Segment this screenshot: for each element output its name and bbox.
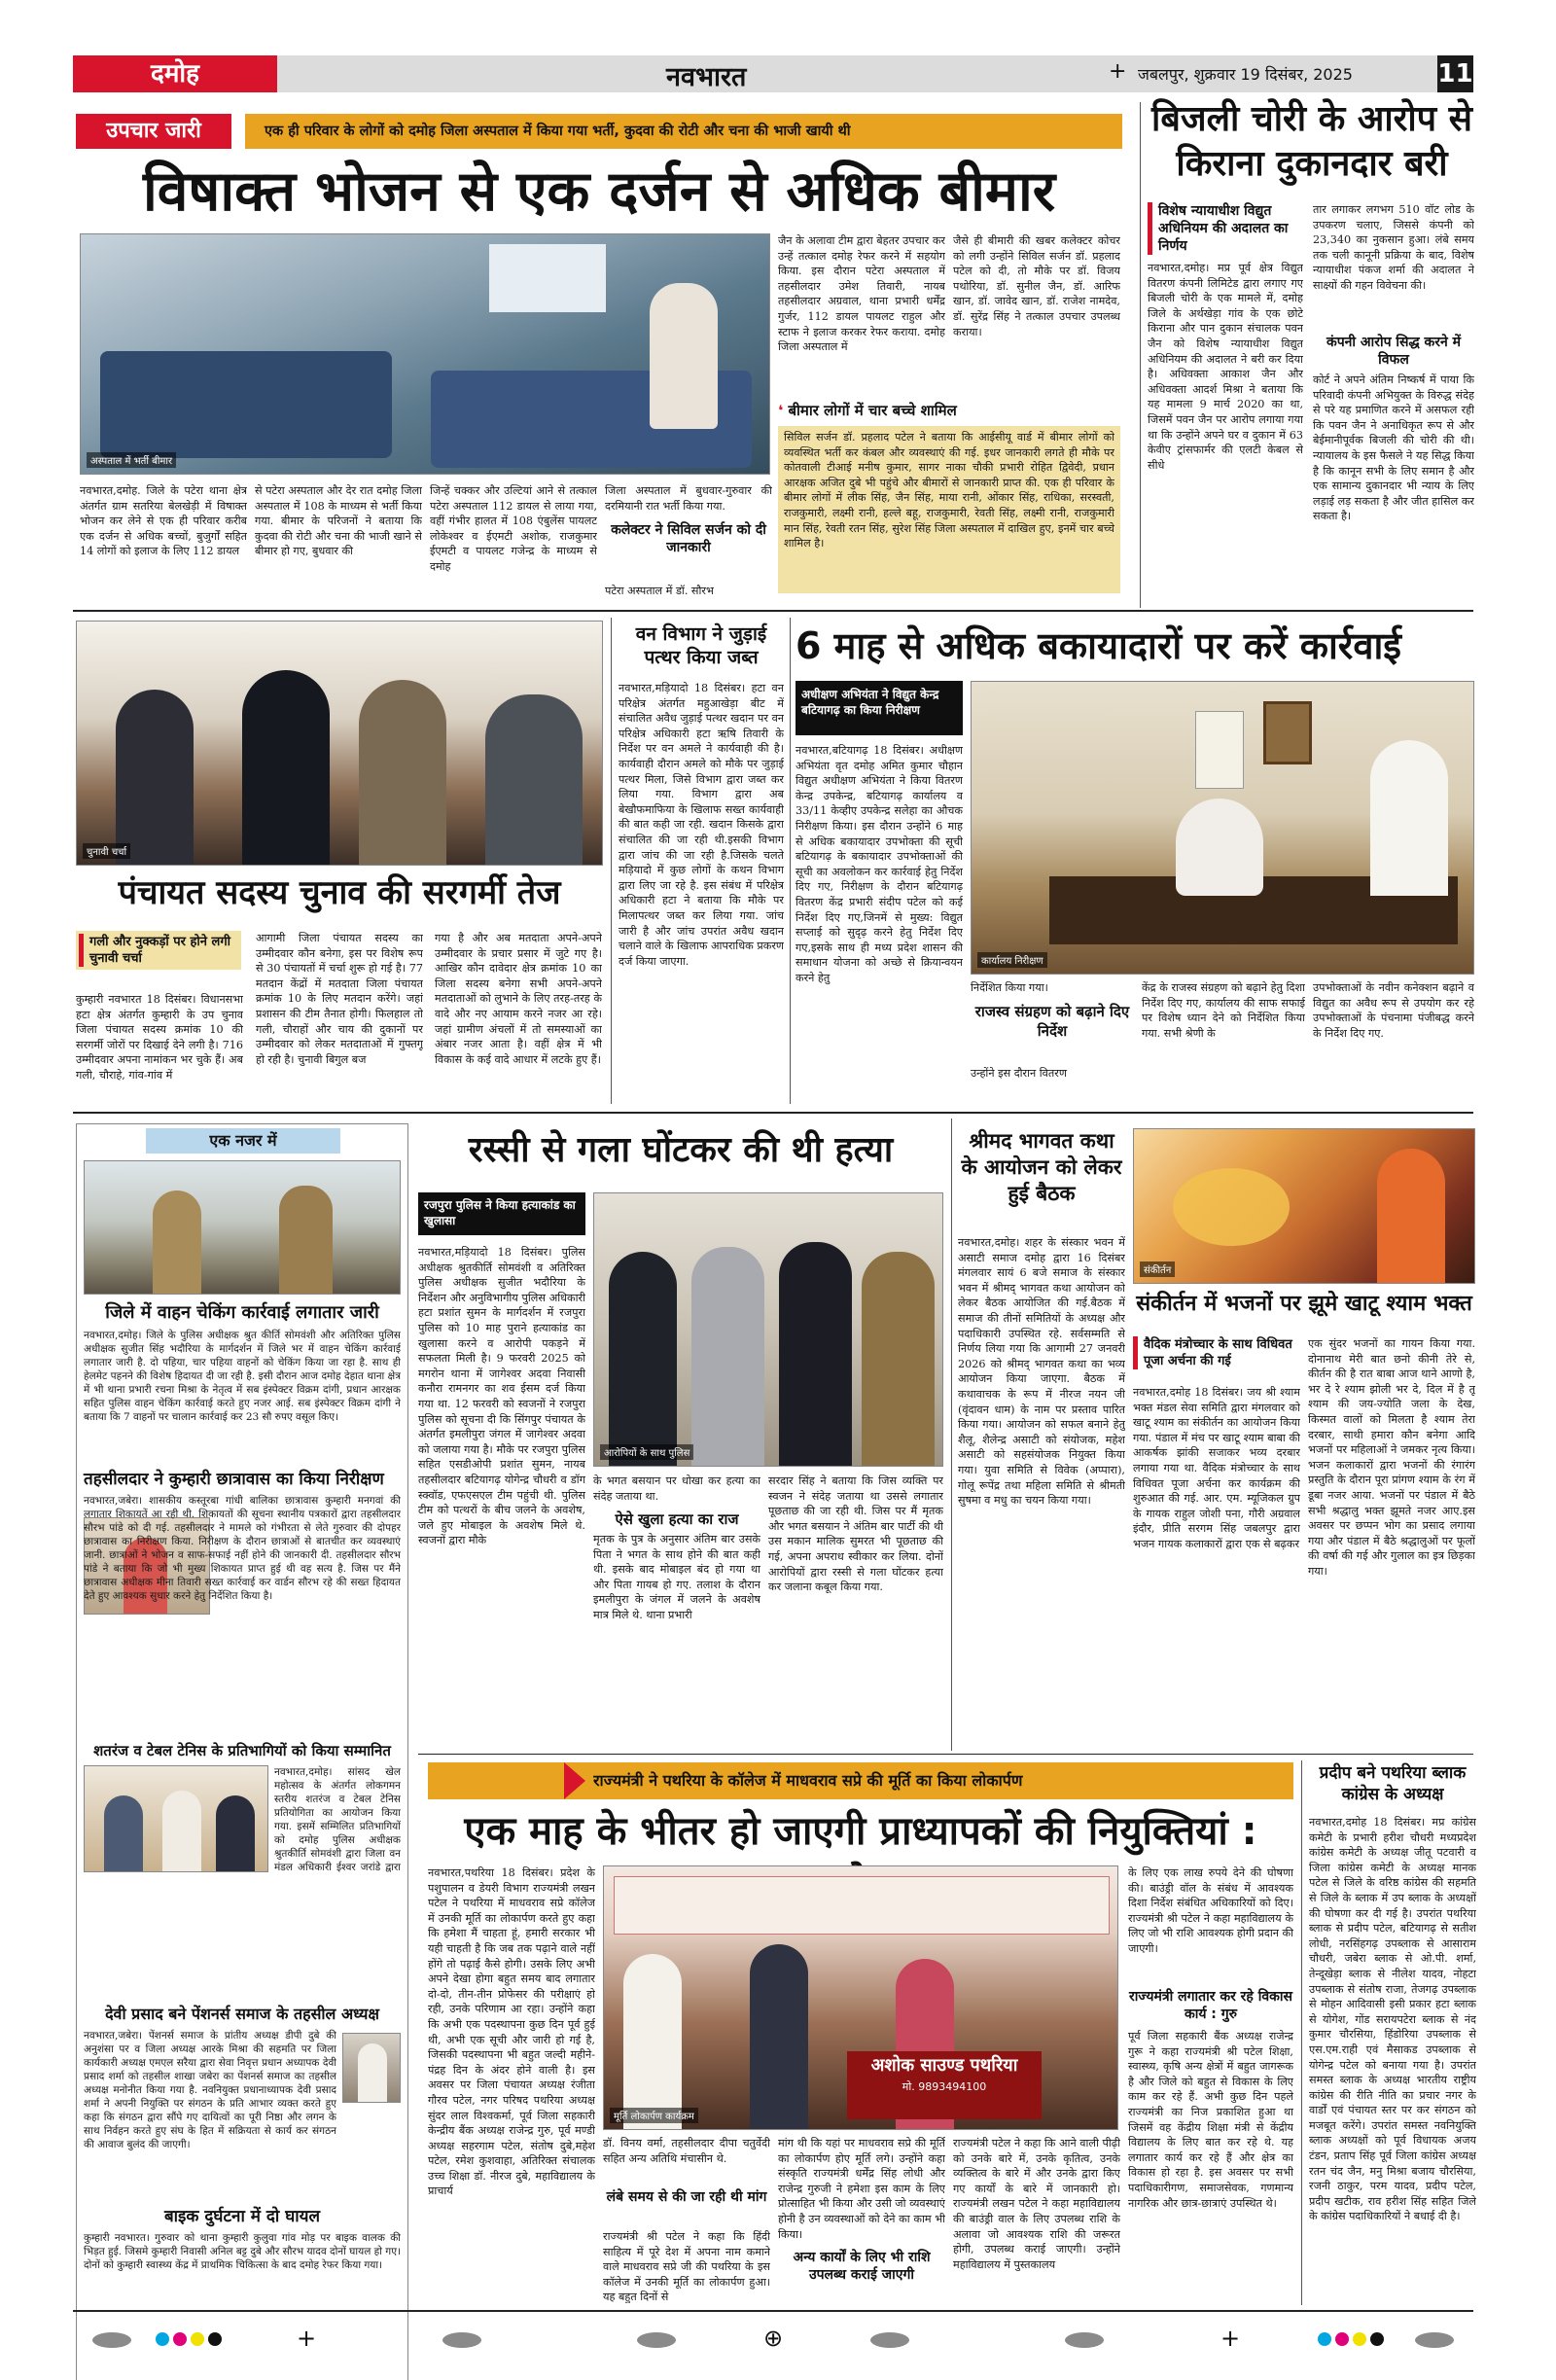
story10-col2a: डॉ. विनय वर्मा, तहसीलदार दीपा चतुर्वेदी सहित अन्य अतिथि मंचासीन थे. xyxy=(603,2137,770,2165)
masthead xyxy=(73,55,1473,92)
bed-shape xyxy=(100,351,392,458)
story8-headline: श्रीमद भागवत कथा के आयोजन को लेकर हुई बैठक xyxy=(961,1129,1122,1205)
divider xyxy=(418,1754,1473,1755)
divider xyxy=(73,610,1473,612)
story2-kicker-text: विशेष न्यायाधीश विद्युत अधिनियम की अदालत का निर्णय xyxy=(1148,202,1303,255)
yellow-dot xyxy=(1353,2332,1366,2346)
story10-headline: एक माह के भीतर हो जाएगी प्राध्यापकों की नियुक्तियां : xyxy=(464,1809,1257,1854)
story5-col2b: उन्होंने इस दौरान वितरण xyxy=(971,1067,1067,1080)
story3-col2: आगामी जिला पंचायत सदस्य का उम्मीदवार कौन बनेगा, इस पर विशेष रूप से 30 पंचायतों में चर्चा शुरू हो गई है। 77 मतदान केंद्रों में मतदाता जिला पंचायत क्रमांक 10 के लिए मतदान करेंगे। जहां प्रशासन की टीम तैनात होगी। फिलहाल तो गली, चौराहों और चाय की दुकानों पर उम्मीदवार को लेकर मतदाताओं में गुफ्तगू हो रही है। चुनावी बिगुल बज xyxy=(256,932,423,1066)
story3-kicker-text: गली और नुक्कड़ों पर होने लगी चुनावी चर्चा xyxy=(79,934,238,967)
story3-col3: गया है और अब मतदाता अपने-अपने उम्मीदवार के प्रचार प्रसार में जुटे गए है। आखिर कौन दावेदार क्षेत्र क्रमांक 10 का जिला सदस्य बनेगा सभी अपने-अपने मतदाताओं को लुभाने के लिए तरह-तरह के वादे और नए आयाम करने नजर आ रहे। जहां ग्रामीण अंचलों में तो समस्याओं का अंबार नजर आता है। वहीं क्षेत्र में भी विकास के कई वादे आधार में लटके हुए हैं। xyxy=(435,932,602,1066)
story10-kicker: राज्यमंत्री ने पथरिया के कॉलेज में माधवराव सप्रे की मूर्ति का किया लोकार्पण xyxy=(593,1771,1023,1790)
story10-col4a: राज्यमंत्री पटेल ने कहा कि आने वाली पीढ़ी को उनके बारे में, उनके कृतित्व, उनके व्यक्तित्व के बारे में और उनके द्वारा किए गए कार्यों के बारे में जानकारी हो। राज्यमंत्री लखन पटेल ने कहा महाविद्यालय की बाउंड्री वाल के लिए उपलब्ध राशि के अलावा जो आवश्यक राशि की जरूरत होगी, उपलब्ध कराई जाएगी। उन्होंने महाविद्यालय में पुस्तकालय xyxy=(953,2137,1120,2271)
story1-col1: नवभारत,दमोह. जिले के पटेरा थाना क्षेत्र अंतर्गत ग्राम सतरिया बेलखेड़ी में विषाक्त भोजन कर लेने से एक ही परिवार करीब एक दर्जन से अधिक बच्चों, बुजुर्गों सहित 14 लोगों को इलाज के लिए 112 डायल xyxy=(80,484,247,558)
story10-subhead1: लंबे समय से की जा रही थी मांग xyxy=(606,2189,767,2205)
photo-caption: संकीर्तन xyxy=(1140,1261,1175,1277)
sound-banner-text: अशोक साउण्ड पथरिया xyxy=(870,2055,1018,2076)
divider xyxy=(73,2310,1473,2312)
portrait-shape xyxy=(358,2043,387,2103)
story5-col4: उपभोक्ताओं के नवीन कनेक्शन बढ़ाने व विद्युत का अवैध रूप से उपयोग कर रहे उपभोक्ताओं के पंचनामा पंजीबद्ध करने के निर्देश दिए गए. xyxy=(1313,981,1474,1040)
gray-dot xyxy=(637,2332,676,2348)
story1-tag: उपचार जारी xyxy=(76,114,231,149)
story6-body3: नवभारत,दमोह। सांसद खेल महोत्सव के अंतर्गत लोकगमन स्तरीय शतरंज व टेबल टेनिस प्रतियोगिता का आयोजन किया गया. इसमें सम्मिलित प्रतिभागियों को दमोह पुलिस अधीक्षक श्रुतकीर्ति सोमवंशी द्वारा जिला वन मंडल अधिकारी ईश्वर जरांडे द्वारा xyxy=(274,1766,401,1872)
story5-col2a: निर्देशित किया गया। xyxy=(971,981,1048,994)
gray-dot xyxy=(92,2332,131,2348)
story5-photo xyxy=(971,681,1474,975)
person-shape xyxy=(1176,799,1263,896)
gray-dot xyxy=(1415,2332,1454,2348)
color-registration-bar xyxy=(73,2313,1473,2362)
person-shape xyxy=(862,1252,935,1467)
banner-shape xyxy=(614,1876,1110,1935)
story6-body5: कुम्हारी नवभारत। गुरुवार को थाना कुम्हारी कुलुवा गांव मोड़ पर बाइक वालक की भिड़त हुई. जिसमे कुम्हारी निवासी अनिल बट्ट दुबे और सौरभ यादव दोनों घायल हो गए। दोनों को कुम्हारी स्वास्थ्य केंद्र में प्राथमिक चिकित्सा के बाद दमोह रेफर किया गया। xyxy=(84,2232,401,2271)
gray-dot xyxy=(442,2332,481,2348)
cyan-dot xyxy=(156,2332,169,2346)
crosshair-icon: ⊕ xyxy=(763,2325,784,2352)
divider xyxy=(790,618,791,1104)
yellow-dot xyxy=(191,2332,204,2346)
story5-col1: नवभारत,बटियागढ़ 18 दिसंबर। अधीक्षण अभियंता वृत दमोह अमित कुमार चौहान विद्युत अधीक्षण अभियंता ने किया वितरण केन्द्र उपकेन्द्र, बटियागढ़ कार्यालय व 33/11 केव्हीए उपकेन्द्र सलेहा का औचक निरीक्षण किया। इस दौरान उन्होंने 6 माह से अधिक बकायादार उपभोक्ता की सूची बटियागढ़ के बकायादार उपभोक्ताओं की सूची का अवलोकन कर कार्रवाई हेतु निर्देश दिए गए, निरीक्षण के दौरान बटियागढ़ वितरण केंद्र प्रभारी संदीप पटेल को कई निर्देश दिए गए,जिनमें से मुख्य: विद्युत सप्लाई को सुदृढ़ करने हेतु निर्देश दिए गए,इसके साथ ही मध्य प्रदेश शासन की समाधान योजना को अच्छे से क्रियान्वयन करने हेतु xyxy=(796,744,963,984)
story1-yellow-box xyxy=(778,426,1120,593)
photo-caption: अस्पताल में भर्ती बीमार xyxy=(87,452,176,468)
story9-kicker xyxy=(1133,1336,1300,1369)
person-shape xyxy=(242,670,330,866)
gray-dot xyxy=(1065,2332,1104,2348)
person-shape xyxy=(216,1795,255,1872)
story1-kicker: एक ही परिवार के लोगों को दमोह जिला अस्पताल में किया गया भर्ती, कुदवा की रोटी और चना की भाजी खायी थी xyxy=(245,114,1122,149)
story7-col3: सरदार सिंह ने बताया कि जिस व्यक्ति पर स्वजन ने संदेह जताया था उससे लगातार पूछताछ की जा रही थी. जिस पर मैं मृतक और भगत बसयान ने अंतिम बार पार्टी की थी उस मकान मालिक सुमरत भी पूछताछ की गई, अपना अपराध स्वीकार कर लिया. दोनों आरोपियों द्वारा रस्सी से गला घोंटकर हत्या कर जलाना कबूल किया गया. xyxy=(768,1474,943,1594)
magenta-dot xyxy=(1335,2332,1349,2346)
plus-mark-icon: + xyxy=(297,2325,317,2352)
photo-caption: आरोपियों के साथ पुलिस xyxy=(600,1444,693,1460)
story2-headline: बिजली चोरी के आरोप से किराना दुकानदार बरी xyxy=(1151,99,1472,184)
paper-name: नवभारत xyxy=(666,62,747,92)
section-name: दमोह xyxy=(73,55,277,92)
story1-col4b: पटेरा अस्पताल में डॉ. सौरभ xyxy=(605,585,714,597)
person-shape xyxy=(116,690,194,866)
story9-photo xyxy=(1133,1128,1475,1284)
story6-headline5: बाइक दुर्घटना में दो घायल xyxy=(163,2207,321,2226)
story7-col1: नवभारत,मड़ियादो 18 दिसंबर। पुलिस अधीक्षक श्रुतकीर्ति सोमवंशी व अतिरिक्त पुलिस अधीक्षक सुजीत भदौरिया के निर्देशन और अनुविभागीय पुलिस अधिकारी हटा प्रशांत सुमन के मार्गदर्शन में रजपुरा पुलिस को 10 माह पुराने हत्याकांड का खुलासा करने व आरोपी पकड़ने में सफलता मिली है। 9 फरवरी 2025 को मगरोन थाना में जागेश्वर अदवा निवासी कनौरा रामनगर का शव ईसम दर्ज किया गया था. 12 फरवरी को स्वजनों ने रजपुरा पुलिस को सूचना दी कि सिंगपुर पंचायत के अंतर्गत इमलीपुरा जंगल में जागेश्वर अदवा को जलाया गया है। मौके पर रजपुरा पुलिस सहित एसडीओपी प्रशांत सुमन, नायब तहसीलदार बटियागढ़ योगेन्द्र चौधरी व डॉग स्क्वॉड, एफएसएल टीम पहुंची थी. पुलिस टीम को पत्थरों के बीच जलने के अवशेष, जले हुए मोबाइल के अवशेष मिले थे. स्वजनों द्वारा मौके xyxy=(418,1246,585,1547)
story3-headline: पंचायत सदस्य चुनाव की सरगर्मी तेज xyxy=(118,873,561,912)
sound-banner-phone: मो. 9893494100 xyxy=(902,2080,987,2093)
story10-col3a: मांग थी कि यहां पर माधवराव सप्रे की मूर्ति का लोकार्पण होए मूर्ति लगे। उन्होंने कहा संस्कृति राज्यमंत्री धर्मेंद्र सिंह लोधी और राजेन्द्र गुरुजी ने हमेशा इस काम के लिए प्रोत्साहित भी किया और उसी जो व्यवस्थाएं होनी है उन व्यवस्थाओं को देने का काम भी किया। xyxy=(778,2137,945,2241)
page-number: 11 xyxy=(1437,55,1473,92)
dateline: जबलपुर, शुक्रवार 19 दिसंबर, 2025 xyxy=(1138,65,1353,84)
story3-kicker xyxy=(76,931,241,970)
window-shape xyxy=(489,244,606,312)
story10-kicker-arrow xyxy=(564,1762,585,1799)
sound-banner xyxy=(847,2051,1042,2119)
story10-subhead2: अन्य कार्यों के लिए भी राशि उपलब्ध कराई जाएगी xyxy=(793,2250,931,2283)
story1-subhead-children-text: बीमार लोगों में चार बच्चे शामिल xyxy=(788,402,957,419)
story1-col3: जिन्हें चक्कर और उल्टियां आने से तत्काल पटेरा अस्पताल 112 डायल से लाया गया, वहीं गंभीर हालत में 108 एंबुलेंस पायलट लोकेश्वर व ईएमटी अशोक, राजकुमार ईएमटी व पायलट गजेन्द्र के माध्यम से दमोह xyxy=(430,484,597,573)
story6-photo4 xyxy=(342,2033,401,2103)
photo-caption: मूर्ति लोकार्पण कार्यक्रम xyxy=(610,2108,698,2123)
story2-col1: नवभारत,दमोह। मप्र पूर्व क्षेत्र विद्युत वितरण कंपनी लिमिटेड द्वारा लगाए गए बिजली चोरी के एक मामले में, दमोह जिले के अर्थखेड़ा गांव के एक छोटे किराना और पान दुकान संचालक पवन जैन को विशेष न्यायाधीश विद्युत अधिनियम की अदालत ने बरी कर दिया है। अधिवक्ता आकाश जैन और अधिवक्ता आदर्श मिश्रा ने बताया कि यह मामला 9 मार्च 2020 का था, जिसमें पवन जैन पर आरोप लगाया गया था कि उन्होंने अपने घर व दुकान में 63 केवीए ट्रांसफार्मर की एलटी केबल से सीधे xyxy=(1148,262,1303,472)
person-shape xyxy=(104,1795,143,1872)
black-dot xyxy=(208,2332,222,2346)
story9-headline: संकीर्तन में भजनों पर झूमे खाटू श्याम भक्त xyxy=(1136,1292,1472,1316)
person-shape xyxy=(162,1791,201,1872)
magenta-dot xyxy=(173,2332,187,2346)
story5-kicker: अधीक्षण अभियंता ने विद्युत केन्द्र बटियागढ़ का किया निरीक्षण xyxy=(796,681,963,735)
story1-col2: से पटेरा अस्पताल और देर रात दमोह जिला अस्पताल में 108 के माध्यम से भर्ती किया गया. बीमार के परिजनों ने बताया कि कुदवा की रोटी और चना की भाजी खाने से बीमार हो गए, बुधवार की xyxy=(255,484,422,558)
person-shape xyxy=(1370,740,1448,896)
person-shape xyxy=(623,1954,682,2130)
story1-headline: विषाक्त भोजन से एक दर्जन से अधिक बीमार xyxy=(142,160,1056,224)
person-shape xyxy=(279,1186,333,1295)
story1-box-text: सिविल सर्जन डॉ. प्रहलाद पटेल ने बताया कि आईसीयू वार्ड में बीमार लोगों को व्यवस्थित भर्ती कर कंबल और व्यवस्थाएं की गई. इधर जानकारी लगते ही मौके पर कोतवाली टीआई मनीष कुमार, सागर नाका चौकी प्रभारी रोहित द्विवेदी, प्रधान आरक्षक अजित दुबे भी पहुंचे और बीमारों से जानकारी प्राप्त की. एक ही परिवार के बीमार लोगों में लीक सिंह, जैन सिंह, माया रानी, ओंकार सिंह, राधिका, सरस्वती, राजकुमारी, लक्ष्मी रानी, हल्ले बहू, राजकुमारी, रेवती सिंह, लक्ष्मी रानी, राजकुमारी मान सिंह, रेवती रतन सिंह, सुरेश सिंह जिला अस्पताल में दाखिल हुए, इनमें चार बच्चे शामिल है। xyxy=(784,431,1114,551)
story10-col5b: पूर्व जिला सहकारी बैंक अध्यक्ष राजेन्द्र गुरू ने कहा राज्यमंत्री श्री पटेल शिक्षा, स्वास्थ्य, कृषि अन्य क्षेत्रों में बहुत जागरूक है और जिले को बहुत से विकास के लिए काम कर रहे हैं. अभी कुछ दिन पहले राज्यमंत्री का निज प्रकाशित हुआ था जिसमें वह केंद्रीय शिक्षा मंत्री से केंद्रीय विद्यालय के लिए बात कर रहे थे. यह लगातार कार्य कर रहे हैं और क्षेत्र का विकास हो रहा है. इस अवसर पर सभी पदाधिकारीगण, समाजसेवक, गणमान्य नागरिक और छात्र-छात्राएं उपस्थित थे। xyxy=(1128,2030,1293,2210)
person-shape xyxy=(779,1242,852,1467)
story1-subhead-children xyxy=(778,402,1120,420)
story7-photo xyxy=(593,1192,943,1467)
story6-photo3 xyxy=(84,1765,268,1872)
story2-kicker xyxy=(1148,202,1303,255)
calendar-shape xyxy=(1195,711,1244,789)
story6-body1: नवभारत,दमोह। जिले के पुलिस अधीक्षक श्रुत कीर्ति सोमवंशी और अतिरिक्त पुलिस अधीक्षक सुजीत सिंह भदौरिया के मार्गदर्शन में जिले भर में वाहन चेकिंग कार्रवाई लगातार जारी है. दो पहिया, चार पहिया वाहनों को चेकिंग किया जा रहा है. साथ ही हेलमेट पहनने की विशेष हिदायत दी जा रही है. इसी दौरान आज दमोह देहात थाना क्षेत्र में भी थाना प्रभारी रचना मिश्रा के नेतृत्व में सब इंस्पेक्टर विक्रम दांगी, प्रधान आरक्षक सहित पुलिस वाहन चेकिंग कार्रवाई करते हुए नजर आई. सब इंस्पेक्टर विक्रम दांगी ने बताया कि 7 वाहनों पर चालान कार्रवाई कर 23 सौ रुपए वसूल किए। xyxy=(84,1330,401,1423)
story9-col2: एक सुंदर भजनों का गायन किया गया. दोनानाथ मेरी बात छनो कीनी तेरे से, कीर्तन की है रात बाबा आज थाने आणो है, भर दे रे श्याम झोली भर दे, दिल में है तू श्याम की जय-ज्योति जला के देख, किस्मत वालों को मिलता है श्याम तेरा दरबार, साथी हमारा कौन बनेगा आदि भजनों पर महिलाओं ने जमकर नृत्य किया। भजन कलाकारों द्वारा भजनों की रंगारंग प्रस्तुति के दौरान पूरा प्रांगण श्याम के रंग में डूबा नजर आया. भजनों पर पंडाल में बैठे सभी श्रद्धालु भक्त झूमते नजर आए.इस अवसर पर छप्पन भोग का प्रसाद लगाया गया और पंडाल में बैठे श्रद्धालुओं पर फूलों की वर्षा की गई और गुलाल का इत्र छिड़का गया। xyxy=(1308,1337,1475,1578)
red-drop-icon: ❛ xyxy=(778,402,784,419)
divider xyxy=(611,618,612,1104)
story9-col1: नवभारत,दमोह 18 दिसंबर। जय श्री श्याम भक्त मंडल सेवा समिति द्वारा मंगलवार को खाटू श्याम का संकीर्तन का आयोजन किया गया. पंडाल में मंच पर खाटू श्याम बाबा की आकर्षक झांकी सजाकर भव्य दरबार लगाया गया था. वैदिक मंत्रोच्चार के साथ विधिवत पूजा अर्चना कर कार्यक्रम की शुरुआत की गई. आर. एम. म्यूजिकल ग्रुप के गायक राहुल जोशी पना, गौरी अग्रवाल इंदौर, प्रीति सरगम सिंह जबलपुर द्वारा भजन गायक कलाकारों द्वारा एक से बढ़कर xyxy=(1133,1386,1300,1550)
story7-col2a: के भगत बसयान पर धोखा कर हत्या का संदेह जताया था. xyxy=(593,1474,760,1503)
doctor-figure xyxy=(650,283,718,429)
story7-subhead: ऐसे खुला हत्या का राज xyxy=(615,1510,739,1528)
person-shape xyxy=(609,1252,677,1467)
story6-headline2: तहसीलदार ने कुम्हारी छात्रावास का किया निरीक्षण xyxy=(84,1470,384,1489)
story7-kicker: रजपुरा पुलिस ने किया हत्याकांड का खुलासा xyxy=(418,1192,585,1235)
story6-body4: नवभारत,जबेरा। पेंशनर्स समाज के प्रांतीय अध्यक्ष डीपी दुबे की अनुशंसा पर व जिला अध्यक्ष आरके मिश्रा की सहमति पर जिला कार्यकारी अध्यक्ष एमएल सरैया द्वारा सेवा निवृत्त प्रधान अध्यापक देवी प्रसाद शर्मा को तहसील शाखा जबेरा का पेंशनर्स समाज का तहसील अध्यक्ष मनोनीत किया गया है. नवनियुक्त प्रधानाध्यापक देवी प्रसाद शर्मा ने अपनी नियुक्ति पर संगठन के प्रति आभार व्यक्त करते हुए कहा कि संगठन द्वारा सौंपे गए दायित्वों का पूरी निष्ठा और लगन के साथ निर्वहन करते हुए संघ के हित में सक्रियता से कार्य कर संगठन की आवाज बुलंद की जाएगी। xyxy=(84,2030,336,2150)
story6-photo1 xyxy=(84,1160,401,1295)
story9-kicker-text: वैदिक मंत्रोच्चार के साथ विधिवत पूजा अर्चना की गई xyxy=(1133,1336,1300,1369)
story7-headline: रस्सी से गला घोंटकर की थी हत्या xyxy=(468,1130,894,1170)
person-shape xyxy=(1377,1149,1445,1284)
story10-col5a: के लिए एक लाख रुपये देने की घोषणा की। बाउंड्री वॉल के संबंध में आवश्यक दिशा निर्देश संबंधित अधिकारियों को दिए। राज्यमंत्री श्री पटेल ने कहा महाविद्यालय के लिए जो भी राशि आवश्यक होगी प्रदान की जाएगी। xyxy=(1128,1866,1293,1955)
story6-body3b xyxy=(84,1877,401,1994)
cyan-dot xyxy=(1318,2332,1331,2346)
photo-caption: चुनावी चर्चा xyxy=(83,843,130,859)
story3-photo xyxy=(76,621,603,866)
story1-col4: जिला अस्पताल में बुधवार-गुरुवार की दरमियानी रात भर्ती किया गया. xyxy=(605,484,772,513)
story1-col6: जैसे ही बीमारी की खबर कलेक्टर कोचर को लगी उन्होंने सिविल सर्जन डॉ. प्रहलाद पटेल को दी, तो मौके पर डॉ. विजय पथोरिया, डॉ. सुनील जैन, डॉ. आरिफ खान, डॉ. जावेद खान, डॉ. राजेश नामदेव, डॉ. सुरेंद्र सिंह ने तत्काल उपचार उपलब्ध कराया। xyxy=(953,234,1120,338)
divider xyxy=(73,1112,1473,1114)
plus-mark-icon: + xyxy=(1220,2325,1241,2352)
at-a-glance-title: एक नजर में xyxy=(146,1128,340,1154)
person-shape xyxy=(153,1190,201,1295)
divider xyxy=(951,1119,952,1751)
story1-photo xyxy=(80,233,770,475)
person-shape xyxy=(485,694,583,866)
framed-picture xyxy=(1263,701,1312,764)
story2-subhead: कंपनी आरोप सिद्ध करने में विफल xyxy=(1326,335,1462,368)
story11-body: नवभारत,दमोह 18 दिसंबर। मप्र कांग्रेस कमेटी के प्रभारी हरीश चौधरी मध्यप्रदेश कांग्रेस कमेटी के अध्यक्ष जीतू पटवारी व जिला कांग्रेस कमेटी के अध्यक्ष मानक पटेल से जिले के वरिष्ठ कांग्रेस की सहमति से जिले के ब्लाक में उप ब्लाक के अध्यक्षों की घोषणा कर दी गई है। उपरांत पथरिया ब्लाक से प्रदीप पटेल, बटियागढ़ से सतीश लोधी, नरसिंहगढ़ उपब्लाक से आसाराम चौधरी, जबेरा ब्लाक से ओ.पी. शर्मा, तेन्दूखेड़ा ब्लाक से नीलेश यादव, नोहटा उपब्लाक से संतोष राजा, तेजगढ़ उपब्लाक से मोहन आदिवासी इसी प्रकार हटा ब्लाक से योगेश, गोंड सरायपटेरा ब्लाक से नंद कुमार चौरसिया, हिंडोरिया उपब्लाक से एस.एम.राही एवं मैसाकड उपब्लाक से योगेन्द्र पटेल को बनाया गया है। उपरांत समस्त ब्लाक के अध्यक्ष भारतीय राष्ट्रीय कांग्रेस की रीति नीति का प्रचार नगर के वार्डों एवं पंचायत स्तर पर कर संगठन को मजबूत करेंगे। उपरांत समस्त नवनियुक्ति ब्लाक अध्यक्षों को पूर्व विधायक अजय टंडन, प्रताप सिंह पूर्व जिला कांग्रेस अध्यक्ष रतन चंद जैन, मनु मिश्रा बजाय चौरसिया, रजनी ठाकुर, परम यादव, प्रदीप पटेल, प्रदीप खटीक, राव हरीश सिंह सहित जिले के कांग्रेस पदाधिकारियों ने बधाई दी है। xyxy=(1309,1816,1476,2223)
flower-shape xyxy=(1173,1168,1290,1246)
plus-mark-icon: + xyxy=(1109,59,1127,84)
divider xyxy=(1140,102,1141,608)
story4-headline: वन विभाग ने जुड़ाई पत्थर किया जब्त xyxy=(635,623,767,668)
story10-photo xyxy=(603,1865,1118,2130)
person-shape xyxy=(691,1247,764,1467)
story6-headline1: जिले में वाहन चेकिंग कार्रवाई लगातार जारी xyxy=(105,1302,379,1323)
story10-subhead3: राज्यमंत्री लगातार कर रहे विकास कार्य : गुरु xyxy=(1129,1989,1292,2022)
story10-col2b: राज्यमंत्री श्री पटेल ने कहा कि हिंदी साहित्य में पूरे देश में अपना नाम कमाने वाले माधवराव सप्रे जी की पथरिया के इस कॉलेज में उनकी मूर्ति का लोकार्पण हुआ। यह बहुत दिनों से xyxy=(603,2230,770,2303)
story4-body: नवभारत,मड़ियादो 18 दिसंबर। हटा वन परिक्षेत्र अंतर्गत महुआखेड़ा बीट में संचालित अवैध जुड़ाई पत्थर खदान पर वन परिक्षेत्र अधिकारी हटा ऋषि तिवारी के निर्देश पर वन अमले ने कार्यवाही की है। कार्यवाही दौरान अमले को मौके पर जुड़ाई पत्थर मिला, जिसे विभाग द्वारा जब्त कर लिया गया. विभाग द्वारा अब बेखौफमाफिया के खिलाफ सख्त कार्यवाही की बात कही जा रही. खदान किसके द्वारा संचालित की जा रही थी.इसकी विभाग द्वारा जांच की जा रही है.जिसके चलते मड़ियादो में कुछ लोगों के कथन विभाग द्वारा लिए जा रहे है. इस संबंध में परिक्षेत्र अधिकारी हटा ने बताया कि मौके पर मिलापत्थर जब्त कर लिया गया. जांच जारी है और जांच उपरांत अवैध खदान चलाने वाले के खिलाफ आपराधिक प्रकरण दर्ज किया जाएगा. xyxy=(619,682,784,968)
person-shape xyxy=(750,1944,808,2130)
photo-caption: कार्यालय निरीक्षण xyxy=(977,952,1047,968)
story5-col3: केंद्र के राजस्व संग्रहण को बढ़ाने हेतु दिशा निर्देश दिए गए, कार्यालय की साफ सफाई पर विशेष ध्यान देने को निर्देशित किया गया. सभी श्रेणी के xyxy=(1142,981,1305,1040)
gray-dot xyxy=(870,2332,909,2348)
story1-subhead-collector: कलेक्टर ने सिविल सर्जन को दी जानकारी xyxy=(611,522,766,555)
story7-col2b: मृतक के पुत्र के अनुसार अंतिम बार उसके पिता ने भगत के साथ होने की बात कही थी. इसके बाद मोबाइल बंद हो गया था और पिता गायब हो गए. तलाश के दौरान इमलीपुरा के जंगल में जलने के अवशेष मात्र मिले थे. थाना प्रभारी xyxy=(593,1533,760,1621)
story2-col2: तार लगाकर लगभग 510 वॉट लोड के उपकरण चलाए, जिससे कंपनी को 23,340 का नुकसान हुआ। लंबे समय तक चली कानूनी प्रक्रिया के बाद, विशेष न्यायाधीश पंकज शर्मा की अदालत ने साक्ष्यों की गहन विवेचना की। xyxy=(1313,203,1474,292)
person-shape xyxy=(359,680,446,866)
story10-kicker-band xyxy=(428,1762,1293,1799)
story5-headline: 6 माह से अधिक बकायादारों पर करें कार्रवाई xyxy=(796,624,1401,667)
story6-body2: नवभारत,जबेरा। शासकीय कस्तूरबा गांधी बालिका छात्रावास कुम्हारी मनगवां की लगातार शिकायतें आ रही थी. शिकायतों की सूचना स्थानीय पत्रकारों द्वारा तहसीलदार सौरभ पांडे को दी गई. तहसीलदार ने मामले को गंभीरता से लेते गुरुवार की दोपहर छात्रावास का निरीक्षण किया. निरीक्षण के दौरान छात्राओं से बातचीत कर व्यवस्थाएं जानी. छात्राओं ने भोजन व साफ-सफाई नहीं होने की जानकारी दी. तहसीलदार सौरभ पांडे ने बताया कि जो भी मुख्य शिकायत प्राप्त हुई थी वह सत्य है. जिस पर मैंने छात्रावास अधीक्षक मीना तिवारी सख्त कार्रवाई कर वार्डन सौरभ रहे की सख्त हिदायत देते हुए आवश्यक सुधार करने हेतु निर्देशित किया है। xyxy=(84,1495,401,1602)
story5-subhead: राजस्व संग्रहण को बढ़ाने दिए निर्देश xyxy=(974,1003,1130,1040)
story1-col5: जैन के अलावा टीम द्वारा बेहतर उपचार कर उन्हें तत्काल दमोह रेफर करने में सहयोग किया. इस दौरान पटेरा अस्पताल में तहसीलदार उमेश तिवारी, नायब तहसीलदार अग्रवाल, थाना प्रभारी धर्मेंद्र गुर्जर, 112 डायल पायलट राहुल और स्टाफ ने इलाज करकर रेफर कराया. दमोह जिला अस्पताल में xyxy=(778,234,945,354)
story11-headline: प्रदीप बने पथरिया ब्लाक कांग्रेस के अध्यक्ष xyxy=(1319,1763,1467,1804)
story10-col1: नवभारत,पथरिया 18 दिसंबर। प्रदेश के पशुपालन व डेयरी विभाग राज्यमंत्री लखन पटेल ने पथरिया में माधवराव सप्रे कॉलेज में उनकी मूर्ति का लोकार्पण करते हुए कहा कि हमेशा मैं चाहता हूं, हमारी सरकार भी यही चाहती है कि जब तक पढ़ाने वाले नहीं होंगे तो पढ़ाई कैसे होगी। उसके लिए अभी अपने देखा होगा बहुत समय बाद लगातार दो-दो, तीन-तीन प्रोफेसर की परीक्षाएं हो रही, उनके परिणाम आ रहा। उन्होंने कहा कि अभी एक पदस्थापना कुछ दिन पूर्व हुई थी, अभी एक सूची और जारी हो गई है, जिसकी पदस्थापना भी बहुत जल्दी महीने-पंद्रह दिन के अंदर होने वाली है। इस अवसर पर जिला पंचायत अध्यक्ष रंजीता गौरव पटेल, नगर परिषद पथरिया अध्यक्ष सुंदर लाल विश्वकर्मा, पूर्व जिला सहकारी केन्द्रीय बैंक अध्यक्ष राजेन्द्र गुरु, पूर्व मण्डी अध्यक्ष सहरगाम पटेल, संतोष दुबे,महेश पटेल, रमेश कुशवाहा, अतिरिक्त संचालक उच्च शिक्षा डॉ. नीरज दुबे, महाविद्यालय के प्राचार्य xyxy=(428,1866,595,2198)
story3-col1: कुम्हारी नवभारत 18 दिसंबर। विधानसभा हटा क्षेत्र अंतर्गत कुम्हारी के उप चुनाव जिला पंचायत सदस्य क्रमांक 10 की सरगर्मी जोरों पर दिखाई देने लगी है। 716 उम्मीदवार अपना नामांकन भर चुके हैं। अब गली, चौराहे, गांव-गांव में xyxy=(76,993,243,1082)
story2-col2b: कोर्ट ने अपने अंतिम निष्कर्ष में पाया कि परिवादी कंपनी अभियुक्त के विरुद्ध संदेह से परे यह प्रमाणित करने में असफल रही कि पवन जैन ने अनाधिकृत रूप से और बेईमानीपूर्वक बिजली की चोरी की थी। न्यायालय के इस फैसले ने यह सिद्ध किया है कि कानून सभी के लिए समान है और एक सामान्य दुकानदार भी न्याय के लिए लड़ाई लड़ सकता है और जीत हासिल कर सकता है। xyxy=(1313,373,1474,523)
story6-headline4: देवी प्रसाद बने पेंशनर्स समाज के तहसील अध्यक्ष xyxy=(105,2005,379,2023)
story8-body: नवभारत,दमोह। शहर के संस्कार भवन में असाटी समाज दमोह द्वारा 16 दिसंबर मंगलवार सायं 6 बजे समाज के संस्कार भवन में श्रीमद् भागवत कथा आयोजन को लेकर बैठक आयोजित की गई.बैठक में समाज की तीनों समितियों के अध्यक्ष और पदाधिकारी उपस्थित रहे. सर्वसम्मति से निर्णय लिया गया कि आगामी 27 जनवरी 2026 को श्रीमद् भागवत कथा का भव्य आयोजन किया जाएगा. बैठक में कथावाचक के रूप में नीरज नयन जी (वृंदावन धाम) के नाम पर प्रस्ताव पारित किया गया। आयोजन को सफल बनाने हेतु शैलू, शैलेन्द्र असाटी को संयोजक, महेश असाटी को सहसंयोजक नियुक्त किया गया। युवा समिति से विवेक (अप्पारा), गोलू रूपेंद्र तथा महिला समिति से श्रीमती सुषमा व मधु का चयन किया गया। xyxy=(958,1236,1125,1508)
black-dot xyxy=(1370,2332,1384,2346)
divider xyxy=(1301,1760,1302,2305)
story6-headline3: शतरंज व टेबल टेनिस के प्रतिभागियों को किया सम्मानित xyxy=(93,1742,391,1759)
